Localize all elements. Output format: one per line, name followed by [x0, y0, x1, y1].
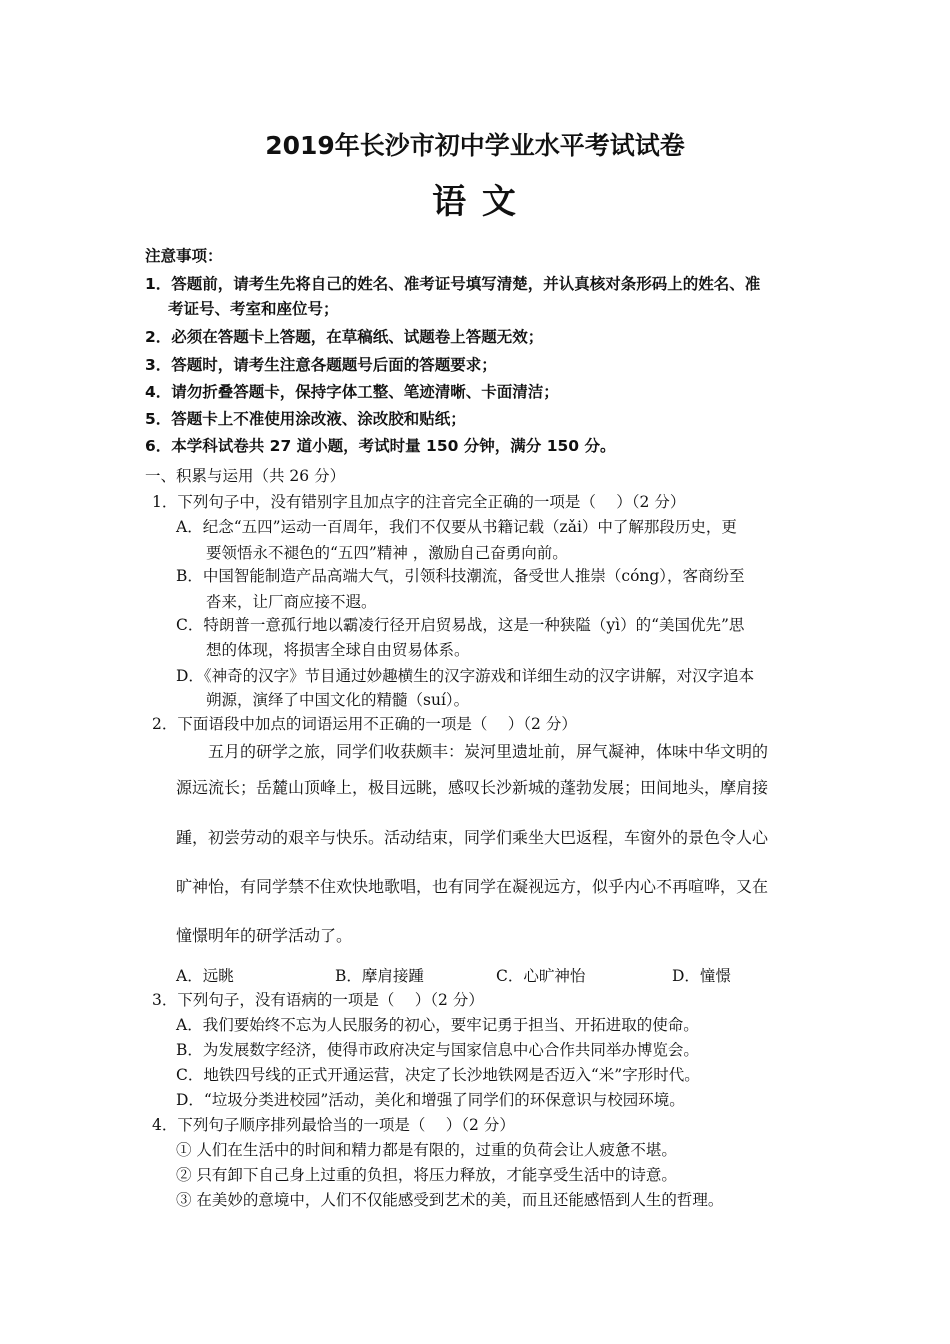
- q1-stem: 1．下列句子中，没有错别字且加点字的注音完全正确的一项是（ ）（2 分）: [152, 493, 686, 511]
- q1-option-d: D．《神奇的汉字》节目通过妙趣横生的汉字游戏和详细生动的汉字讲解，对汉字追本: [176, 667, 755, 685]
- q3-option-a: A．我们要始终不忘为人民服务的初心，要牢记勇于担当、开拓进取的使命。: [176, 1016, 699, 1034]
- q2-option-c: C．心旷神怡: [496, 967, 586, 985]
- notice-heading: 注意事项：: [145, 247, 223, 265]
- notice-item-6: 6．本学科试卷共 27 道小题，考试时量 150 分钟，满分 150 分。: [145, 437, 616, 455]
- notice-item-2: 2．必须在答题卡上答题，在草稿纸、试题卷上答题无效；: [145, 328, 544, 346]
- q2-passage-line-3: 踵，初尝劳动的艰辛与快乐。活动结束，同学们乘坐大巴返程，车窗外的景色令人心: [176, 828, 769, 847]
- q1-option-a: A．纪念“五四”运动一百周年，我们不仅要从书籍记载（zǎi）中了解那段历史，更: [176, 518, 737, 536]
- q2-option-b: B．摩肩接踵: [335, 967, 424, 985]
- q4-sentence-1: ① 人们在生活中的时间和精力都是有限的，过重的负荷会让人疲惫不堪。: [176, 1141, 677, 1159]
- subject-title: 语 文: [432, 182, 518, 222]
- q1-option-d-cont: 朔源，演绎了中国文化的精髓（suí）。: [206, 691, 470, 709]
- notice-item-5: 5．答题卡上不准使用涂改液、涂改胶和贴纸；: [145, 410, 466, 428]
- q2-passage-line-1: 五月的研学之旅，同学们收获颇丰：炭河里遗址前，屏气凝神，体味中华文明的: [208, 742, 769, 761]
- q2-passage-line-5: 憧憬明年的研学活动了。: [176, 926, 353, 945]
- notice-item-4: 4．请勿折叠答题卡，保持字体工整、笔迹清晰、卡面清洁；: [145, 383, 559, 401]
- q4-stem: 4．下列句子顺序排列最恰当的一项是（ ）（2 分）: [152, 1116, 515, 1134]
- notice-item-1-cont: 考证号、考室和座位号；: [168, 300, 339, 318]
- q1-option-b-cont: 沓来，让厂商应接不遐。: [206, 593, 377, 611]
- q2-stem: 2．下面语段中加点的词语运用不正确的一项是（ ）（2 分）: [152, 715, 577, 733]
- exam-title: 2019年长沙市初中学业水平考试试卷: [265, 131, 685, 160]
- q2-option-d: D．憧憬: [672, 967, 731, 985]
- q2-option-a: A．远眺: [176, 967, 234, 985]
- q2-passage-line-4: 旷神怡，有同学禁不住欢快地歌唱，也有同学在凝视远方，似乎内心不再喧哗，又在: [176, 877, 769, 896]
- q3-option-b: B．为发展数字经济，使得市政府决定与国家信息中心合作共同举办博览会。: [176, 1041, 699, 1059]
- q2-passage-line-2: 源远流长；岳麓山顶峰上，极目远眺，感叹长沙新城的蓬勃发展；田间地头，摩肩接: [176, 778, 769, 797]
- q1-option-c-cont: 想的体现，将损害全球自由贸易体系。: [206, 641, 470, 659]
- q1-option-a-cont: 要领悟永不褪色的“五四”精神 ，激励自己奋勇向前。: [206, 544, 568, 562]
- q4-sentence-3: ③ 在美妙的意境中，人们不仅能感受到艺术的美，而且还能感悟到人生的哲理。: [176, 1191, 724, 1209]
- notice-item-3: 3．答题时，请考生注意各题题号后面的答题要求；: [145, 356, 497, 374]
- q3-option-d: D．“垃圾分类进校园”活动，美化和增强了同学们的环保意识与校园环境。: [176, 1091, 685, 1109]
- notice-item-1: 1．答题前，请考生先将自己的姓名、准考证号填写清楚，并认真核对条形码上的姓名、准: [145, 275, 761, 293]
- q3-option-c: C．地铁四号线的正式开通运营，决定了长沙地铁网是否迈入“米”字形时代。: [176, 1066, 700, 1084]
- section-heading: 一、积累与运用（共 26 分）: [145, 467, 346, 485]
- q1-option-b: B．中国智能制造产品高端大气，引领科技潮流，备受世人推崇（cóng），客商纷至: [176, 567, 745, 585]
- q1-option-c: C．特朗普一意孤行地以霸凌行径开启贸易战，这是一种狭隘（yì）的“美国优先”思: [176, 616, 745, 634]
- q3-stem: 3．下列句子，没有语病的一项是（ ）（2 分）: [152, 991, 484, 1009]
- q4-sentence-2: ② 只有卸下自己身上过重的负担，将压力释放，才能享受生活中的诗意。: [176, 1166, 677, 1184]
